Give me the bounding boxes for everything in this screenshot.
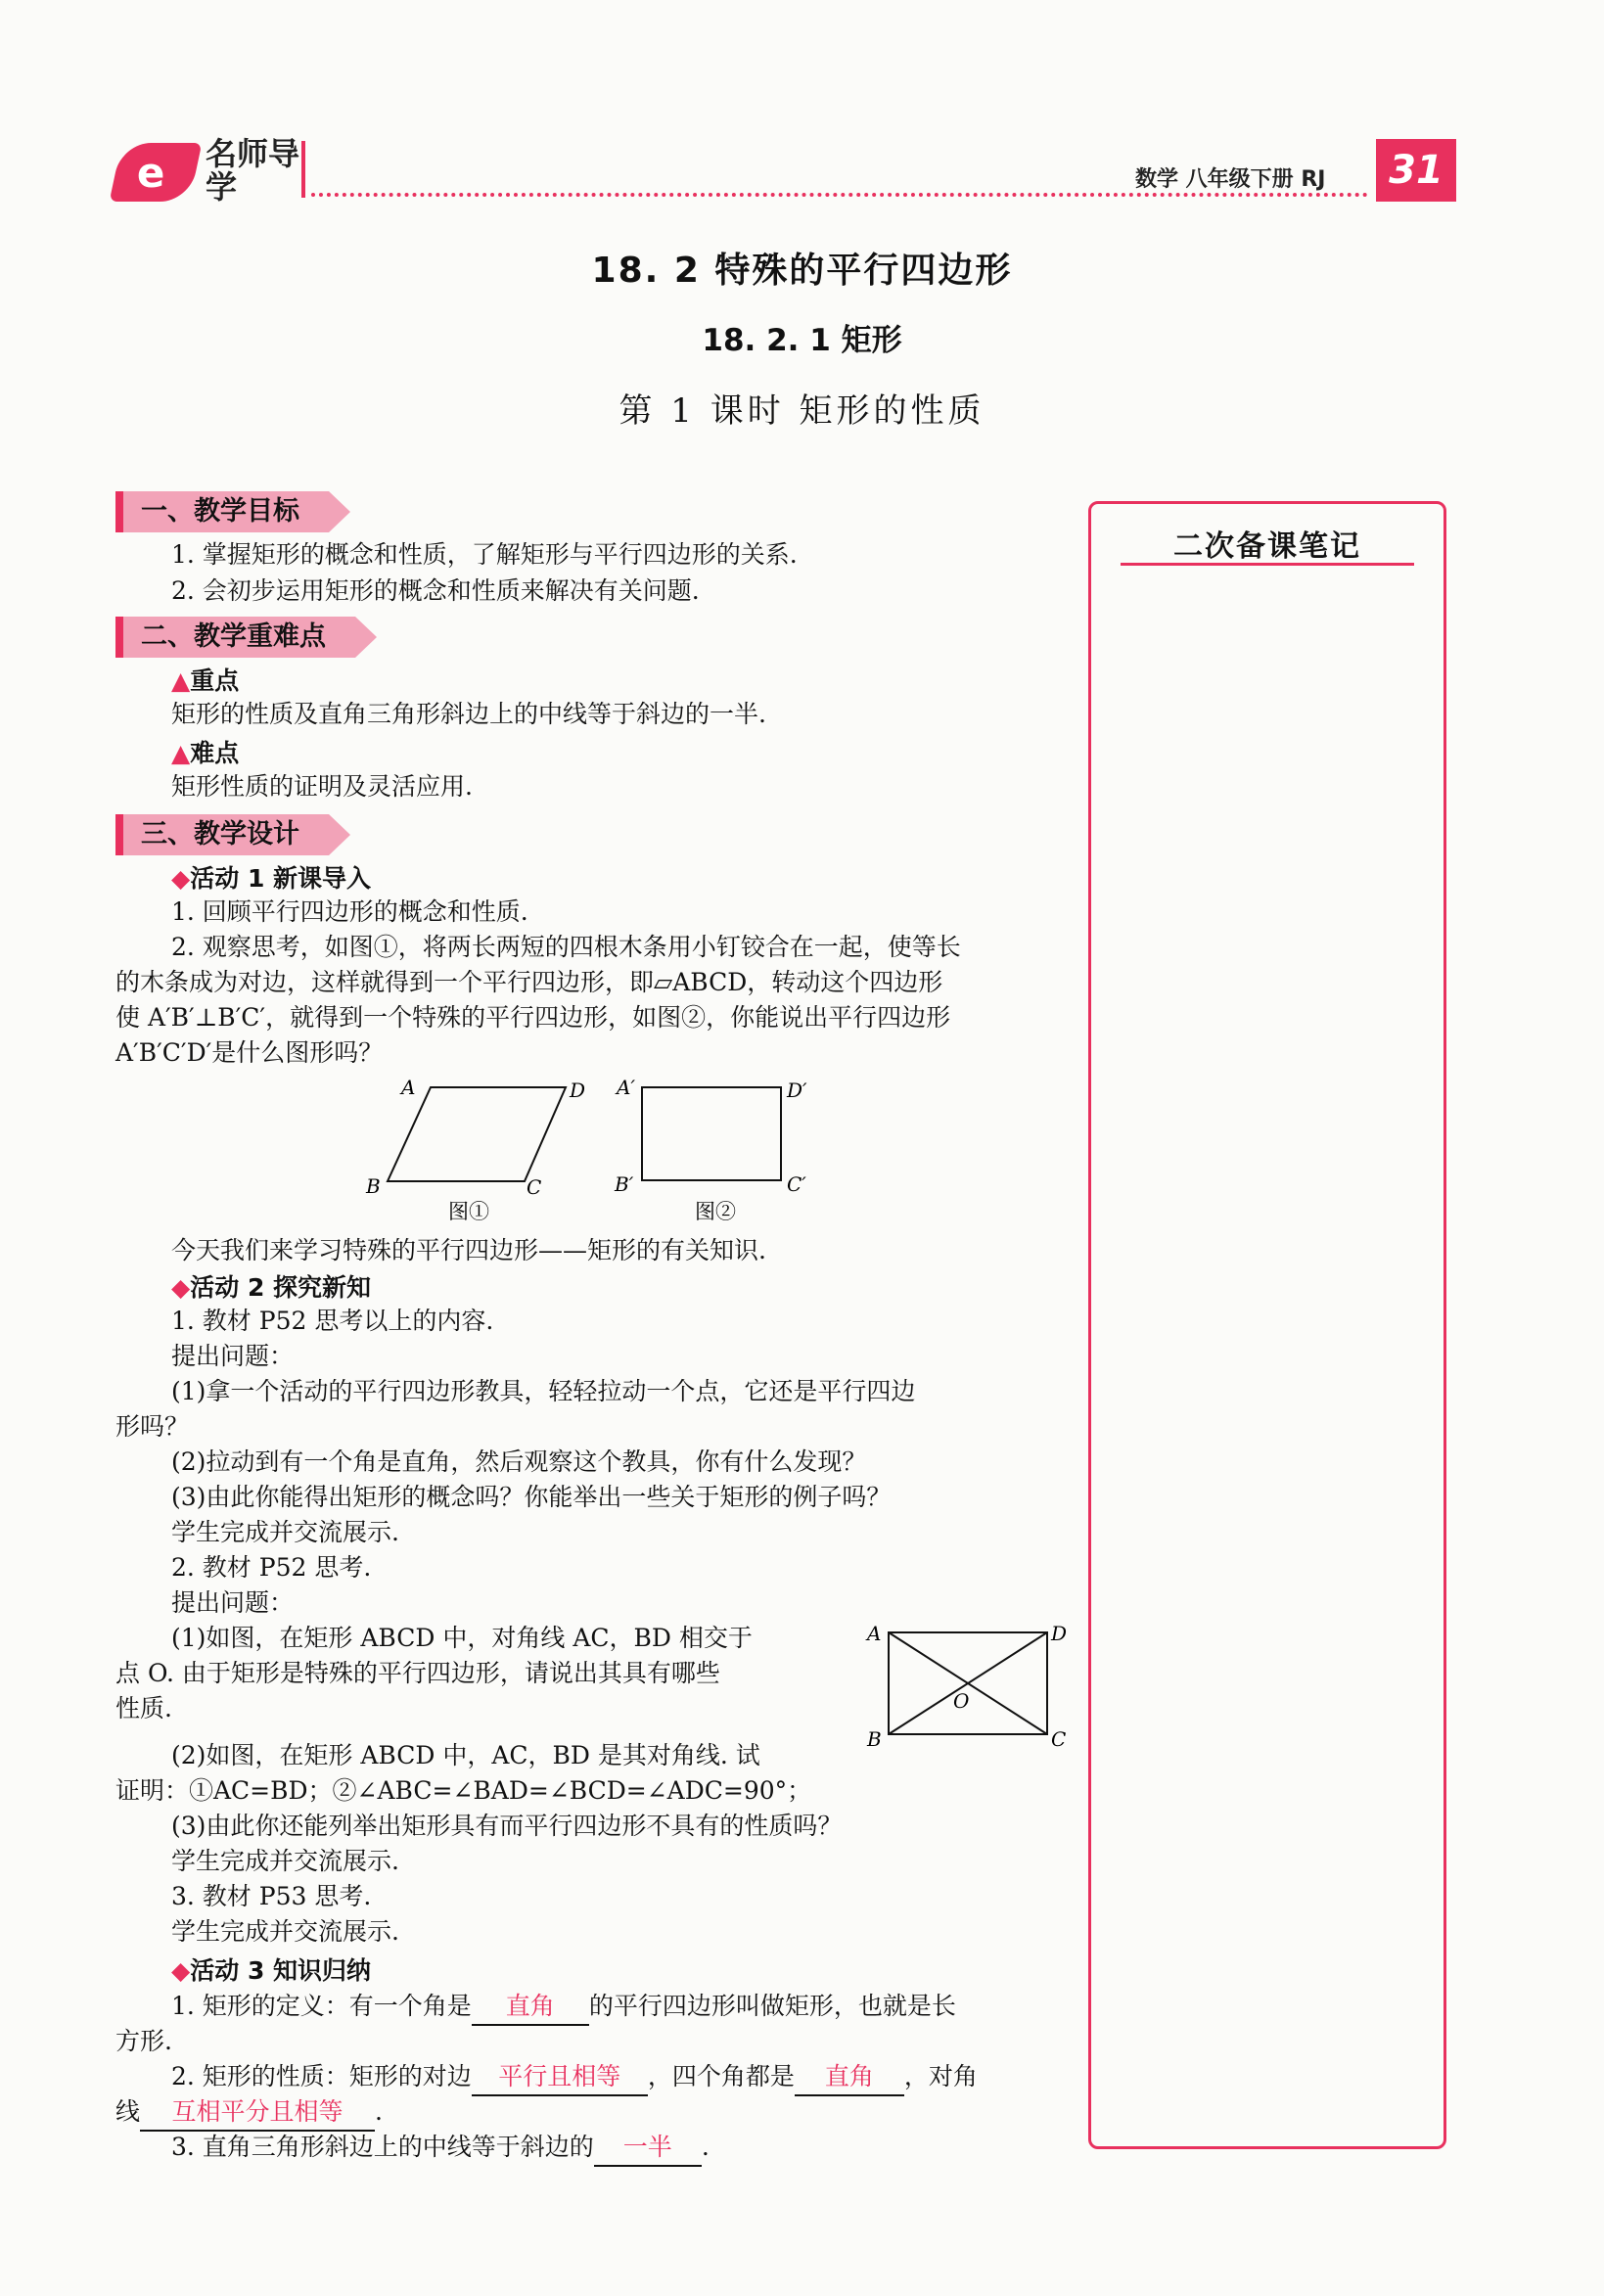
- logo-text: 名师导学: [206, 135, 300, 206]
- summary-line-3: 线 互相平分且相等 .: [115, 2094, 383, 2132]
- paragraph-line: 使 A′B′⊥B′C′，就得到一个特殊的平行四边形，如图②，你能说出平行四边形: [115, 1003, 951, 1032]
- subsection-title: 18. 2. 1 矩形: [702, 323, 902, 358]
- logo-mark-icon: e: [110, 143, 203, 202]
- fig1-caption: 图①: [448, 1200, 489, 1223]
- paragraph-line: 1. 回顾平行四边形的概念和性质.: [171, 897, 528, 926]
- notes-box: [1088, 501, 1446, 2149]
- paragraph-line: 1. 教材 P52 思考以上的内容.: [171, 1307, 494, 1335]
- paragraph-line: 提出问题：: [171, 1342, 295, 1370]
- paragraph-line: (1)如图，在矩形 ABCD 中，对角线 AC，BD 相交于: [171, 1624, 753, 1652]
- lesson-title: 第 1 课时 矩形的性质: [619, 391, 985, 431]
- notes-title-underline: [1121, 563, 1414, 566]
- diamond-icon: ◆: [171, 1956, 191, 1985]
- fig2-label: C′: [787, 1172, 806, 1196]
- fig3-label: B: [867, 1727, 882, 1751]
- paragraph-line: 学生完成并交流展示.: [171, 1518, 399, 1546]
- logo-divider: [301, 141, 305, 198]
- fig1-label: D: [570, 1079, 586, 1102]
- diamond-icon: ◆: [171, 1273, 191, 1302]
- paragraph-line: 点 O. 由于矩形是特殊的平行四边形，请说出其具有哪些: [115, 1659, 720, 1687]
- brand-logo: [115, 137, 306, 206]
- paragraph-line: (2)如图，在矩形 ABCD 中，AC，BD 是其对角线. 试: [171, 1741, 760, 1769]
- answer-blank: 直角: [472, 1989, 589, 2026]
- summary-line-1: 1. 矩形的定义：有一个角是 直角 的平行四边形叫做矩形，也就是长: [171, 1989, 956, 2026]
- page-number: 31: [1376, 139, 1456, 202]
- parallelogram-shape: [388, 1087, 566, 1181]
- paragraph-line: (1)拿一个活动的平行四边形教具，轻轻拉动一个点，它还是平行四边: [171, 1377, 916, 1405]
- fig2-label: B′: [615, 1172, 634, 1196]
- paragraph-line: 学生完成并交流展示.: [171, 1847, 399, 1875]
- fig1-label: C: [527, 1175, 542, 1199]
- difficulty-text: 矩形性质的证明及灵活应用.: [171, 772, 473, 801]
- answer-blank: 平行且相等: [472, 2059, 648, 2096]
- header-subject: 数学 八年级下册 RJ: [1135, 167, 1326, 192]
- fig2-label: D′: [787, 1079, 807, 1102]
- notes-title: 二次备课笔记: [1173, 529, 1361, 564]
- paragraph-line: 2. 教材 P52 思考.: [171, 1553, 372, 1582]
- paragraph-line: (3)由此你能得出矩形的概念吗？你能举出一些关于矩形的例子吗？: [171, 1483, 892, 1511]
- activity-3-title: ◆活动 3 知识归纳: [171, 1956, 372, 1985]
- fig1-label: B: [366, 1174, 381, 1198]
- fig3-label: C: [1051, 1727, 1067, 1751]
- fig3-label: O: [953, 1689, 970, 1713]
- fig3-label: D: [1051, 1622, 1068, 1645]
- paragraph-line: 方形.: [115, 2027, 172, 2055]
- key-label: ▲重点: [171, 666, 240, 695]
- header-dotted-rule: [311, 193, 1368, 197]
- fig2-caption: 图②: [695, 1200, 736, 1223]
- activity-2-title: ◆活动 2 探究新知: [171, 1273, 372, 1302]
- paragraph-line: 2. 观察思考，如图①，将两长两短的四根木条用小钉铰合在一起，使等长: [171, 933, 961, 961]
- paragraph-line: 今天我们来学习特殊的平行四边形——矩形的有关知识.: [171, 1236, 766, 1264]
- summary-line-4: 3. 直角三角形斜边上的中线等于斜边的 一半 .: [171, 2130, 710, 2167]
- answer-blank: 互相平分且相等: [140, 2094, 375, 2132]
- goal-item: 2. 会初步运用矩形的概念和性质来解决有关问题.: [171, 576, 700, 605]
- paragraph-line: 性质.: [115, 1694, 172, 1722]
- figure-rectangle-diagonals: [861, 1617, 1077, 1754]
- paragraph-line: 学生完成并交流展示.: [171, 1917, 399, 1946]
- diamond-icon: ◆: [171, 864, 191, 893]
- paragraph-line: 的木条成为对边，这样就得到一个平行四边形，即▱ABCD，转动这个四边形: [115, 968, 943, 996]
- figures-parallelogram-rectangle: [352, 1072, 822, 1238]
- tag-design: 三、教学设计: [115, 814, 329, 855]
- triangle-icon: ▲: [171, 666, 191, 695]
- paragraph-line: (3)由此你还能列举出矩形具有而平行四边形不具有的性质吗？: [171, 1812, 843, 1840]
- rectangle-shape: [642, 1087, 781, 1180]
- paragraph-line: (2)拉动到有一个角是直角，然后观察这个教具，你有什么发现？: [171, 1447, 867, 1476]
- fig1-label: A: [401, 1076, 416, 1099]
- activity-1-title: ◆活动 1 新课导入: [171, 864, 372, 893]
- fig3-label: A: [867, 1622, 882, 1645]
- tag-key-points: 二、教学重难点: [115, 617, 355, 658]
- tag-goals: 一、教学目标: [115, 491, 329, 532]
- summary-line-2: 2. 矩形的性质：矩形的对边 平行且相等 ，四个角都是 直角 ，对角: [171, 2059, 978, 2096]
- difficulty-label: ▲难点: [171, 739, 240, 767]
- key-text: 矩形的性质及直角三角形斜边上的中线等于斜边的一半.: [171, 700, 766, 728]
- paragraph-line: 3. 教材 P53 思考.: [171, 1882, 372, 1910]
- triangle-icon: ▲: [171, 739, 191, 767]
- section-title: 18. 2 特殊的平行四边形: [591, 251, 1013, 291]
- paragraph-line: 提出问题：: [171, 1588, 295, 1617]
- paragraph-line: A′B′C′D′是什么图形吗？: [115, 1038, 384, 1067]
- paragraph-line: 证明：①AC=BD；②∠ABC=∠BAD=∠BCD=∠ADC=90°；: [115, 1776, 812, 1805]
- fig2-label: A′: [617, 1076, 635, 1099]
- goal-item: 1. 掌握矩形的概念和性质，了解矩形与平行四边形的关系.: [171, 540, 798, 569]
- answer-blank: 直角: [795, 2059, 904, 2096]
- answer-blank: 一半: [594, 2130, 702, 2167]
- paragraph-line: 形吗？: [115, 1412, 190, 1441]
